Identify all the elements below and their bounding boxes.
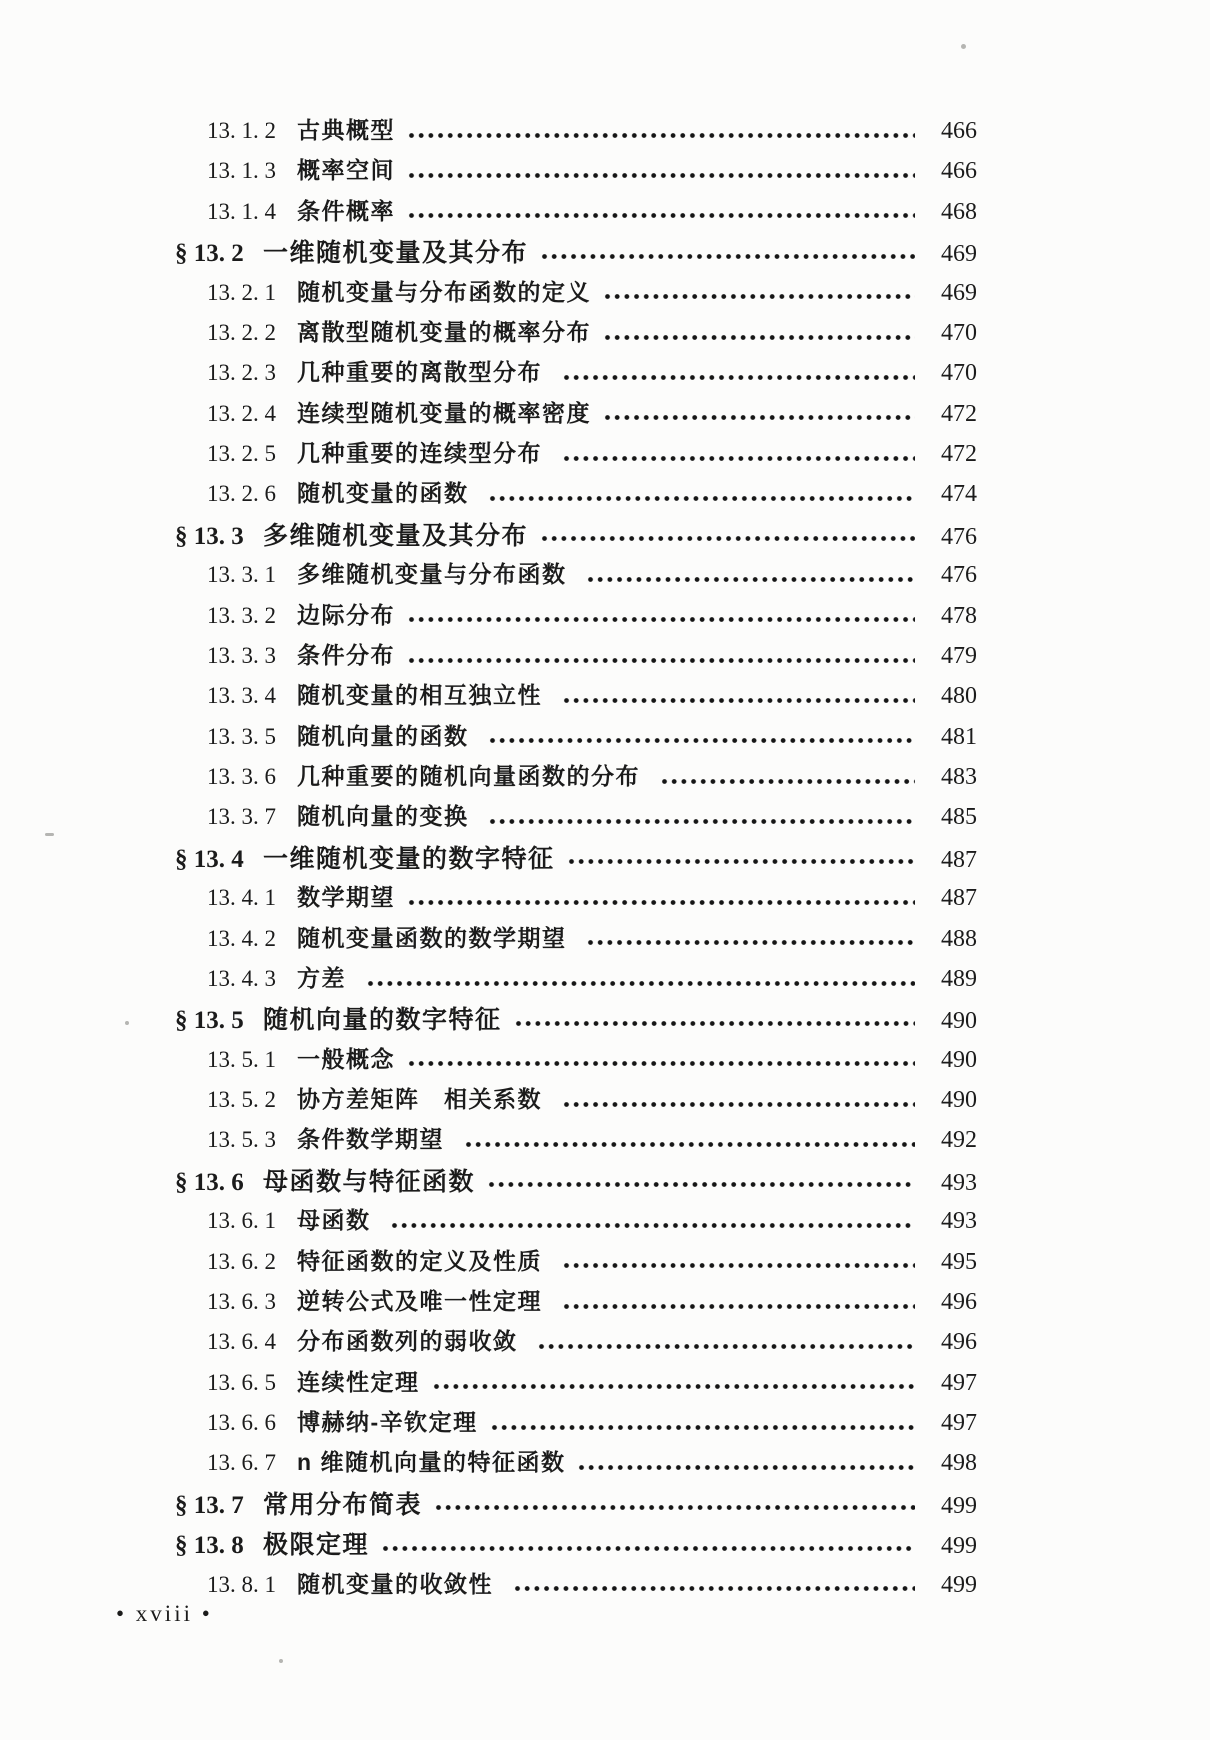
entry-page-number: 481: [941, 723, 977, 750]
entry-number: 13. 8. 1: [207, 1571, 276, 1597]
toc-entry: [0, 677, 1210, 717]
toc-entry: [0, 193, 1210, 233]
entry-page-number: 479: [941, 642, 977, 669]
entry-title: 随机向量的数字特征: [263, 1006, 502, 1035]
entry-number: 13. 2. 6: [207, 481, 276, 507]
entry-page-number: 490: [941, 1046, 977, 1073]
toc-entry: [0, 112, 1210, 152]
entry-title: 极限定理: [263, 1531, 370, 1560]
entry-page-number: 497: [941, 1410, 977, 1436]
entry-title: 随机变量的函数: [297, 480, 477, 507]
entry-number: 13. 4. 1: [207, 885, 276, 911]
entry-title: 协方差矩阵 相关系数: [297, 1086, 550, 1112]
entry-title: 一维随机变量及其分布: [263, 239, 529, 268]
dot-leader: [603, 413, 915, 422]
entry-title: 母函数与特征函数: [263, 1167, 476, 1196]
toc-entry: [0, 839, 1210, 879]
entry-title: 特征函数的定义及性质: [297, 1247, 550, 1274]
toc-entry: [0, 758, 1210, 798]
entry-number: 13. 2. 2: [207, 319, 276, 345]
entry-title: 条件分布: [297, 641, 395, 668]
toc-entry: [0, 1364, 1210, 1404]
entry-title: 博赫纳-辛钦定理: [297, 1409, 478, 1435]
entry-number: § 13. 2: [175, 240, 244, 268]
entry-number: 13. 2. 5: [207, 441, 276, 466]
entry-title: 几种重要的离散型分布: [297, 359, 550, 386]
entry-title: n 维随机向量的特征函数: [297, 1449, 566, 1476]
entry-number: 13. 6. 4: [207, 1329, 276, 1355]
entry-page-number: 495: [941, 1248, 977, 1275]
toc-entry: [0, 1404, 1210, 1444]
dot-leader: [464, 1140, 915, 1149]
dot-leader: [537, 1342, 915, 1351]
entry-page-number: 496: [941, 1329, 977, 1356]
entry-title: 随机变量与分布函数的定义: [297, 278, 591, 305]
dot-leader: [603, 292, 915, 301]
toc-entry: [0, 1000, 1210, 1040]
entry-page-number: 470: [941, 360, 977, 387]
toc-entry: [0, 1444, 1210, 1484]
entry-page-number: 498: [941, 1450, 977, 1477]
entry-page-number: 499: [941, 1492, 977, 1519]
entry-number: 13. 2. 4: [207, 400, 276, 426]
scan-speck: [279, 1659, 283, 1663]
entry-number: 13. 3. 6: [207, 764, 276, 789]
entry-number: 13. 4. 2: [207, 925, 276, 951]
dot-leader: [407, 211, 915, 220]
entry-title: 方差: [297, 964, 354, 991]
entry-number: § 13. 4: [175, 845, 244, 873]
entry-page-number: 493: [941, 1169, 977, 1196]
entry-number: § 13. 5: [175, 1007, 244, 1035]
entry-page-number: 485: [941, 804, 977, 831]
toc-entry: [0, 1041, 1210, 1081]
dot-leader: [487, 1180, 915, 1189]
entry-page-number: 490: [941, 1087, 977, 1113]
entry-number: 13. 3. 4: [207, 683, 276, 709]
entry-page-number: 472: [941, 400, 977, 427]
entry-page-number: 483: [941, 764, 977, 790]
toc-entry: [0, 637, 1210, 677]
dot-leader: [562, 696, 915, 705]
entry-page-number: 466: [941, 158, 977, 185]
dot-leader: [488, 736, 915, 745]
entry-page-number: 487: [941, 846, 977, 873]
entry-number: 13. 5. 2: [207, 1087, 276, 1112]
toc-entry: [0, 516, 1210, 556]
dot-leader: [407, 656, 915, 665]
entry-number: 13. 3. 2: [207, 602, 276, 628]
page-number-footer: • xviii •: [116, 1601, 213, 1626]
dot-leader: [390, 1221, 915, 1230]
entry-page-number: 472: [941, 441, 977, 467]
entry-page-number: 468: [941, 198, 977, 225]
entry-title: 母函数: [297, 1207, 379, 1234]
entry-page-number: 496: [941, 1288, 977, 1315]
dot-leader: [577, 1463, 915, 1472]
toc-entry: [0, 960, 1210, 1000]
entry-title: 随机变量的相互独立性: [297, 682, 550, 709]
entry-title: 条件概率: [297, 197, 395, 224]
entry-title: 数学期望: [297, 884, 395, 911]
entry-page-number: 476: [941, 562, 977, 589]
entry-page-number: 474: [941, 481, 977, 508]
entry-page-number: 488: [941, 925, 977, 952]
entry-page-number: 497: [941, 1369, 977, 1396]
dot-leader: [562, 373, 915, 382]
entry-number: 13. 2. 3: [207, 360, 276, 386]
entry-page-number: 469: [941, 241, 977, 268]
entry-page-number: 493: [941, 1208, 977, 1235]
toc-entry: [0, 1121, 1210, 1161]
entry-number: § 13. 3: [175, 522, 244, 550]
toc-entry: [0, 798, 1210, 838]
toc-entry: [0, 435, 1210, 475]
toc-entry: [0, 152, 1210, 192]
entry-number: 13. 1. 4: [207, 198, 276, 224]
dot-leader: [562, 1261, 915, 1270]
entry-title: 离散型随机变量的概率分布: [297, 318, 591, 345]
entry-page-number: 499: [941, 1571, 977, 1598]
entry-title: 几种重要的连续型分布: [297, 440, 550, 466]
entry-page-number: 490: [941, 1008, 977, 1035]
entry-number: 13. 3. 7: [207, 804, 276, 830]
dot-leader: [540, 534, 915, 543]
dot-leader: [490, 1423, 915, 1432]
dot-leader: [603, 333, 915, 342]
table-of-contents: [0, 112, 1210, 1606]
toc-entry: [0, 597, 1210, 637]
entry-page-number: 487: [941, 885, 977, 912]
entry-page-number: 492: [941, 1127, 977, 1154]
toc-entry: [0, 1243, 1210, 1283]
dot-leader: [407, 615, 915, 624]
entry-title: 连续性定理: [297, 1368, 420, 1395]
entry-number: 13. 1. 2: [207, 118, 276, 143]
toc-entry: [0, 233, 1210, 273]
dot-leader: [488, 817, 915, 826]
dot-leader: [432, 1382, 916, 1391]
entry-number: 13. 6. 5: [207, 1369, 276, 1395]
dot-leader: [407, 131, 915, 140]
dot-leader: [567, 857, 915, 866]
entry-number: 13. 6. 6: [207, 1410, 276, 1435]
dot-leader: [434, 1503, 915, 1512]
entry-page-number: 489: [941, 965, 977, 992]
dot-leader: [407, 1059, 915, 1068]
entry-title: 连续型随机变量的概率密度: [297, 399, 591, 426]
entry-number: § 13. 7: [175, 1491, 244, 1519]
entry-number: 13. 3. 1: [207, 562, 276, 588]
dot-leader: [366, 979, 915, 988]
dot-leader: [540, 252, 915, 261]
toc-entry: [0, 718, 1210, 758]
entry-page-number: 466: [941, 118, 977, 144]
entry-title: 随机变量函数的数学期望: [297, 924, 575, 951]
dot-leader: [586, 575, 915, 584]
toc-entry: [0, 395, 1210, 435]
toc-entry: [0, 920, 1210, 960]
toc-entry: [0, 1485, 1210, 1525]
entry-number: 13. 3. 3: [207, 642, 276, 668]
entry-number: 13. 2. 1: [207, 279, 276, 305]
entry-title: 边际分布: [297, 601, 395, 628]
entry-number: § 13. 8: [175, 1532, 244, 1560]
entry-title: 一般概念: [297, 1045, 395, 1072]
entry-number: § 13. 6: [175, 1168, 244, 1196]
entry-page-number: 470: [941, 319, 977, 346]
dot-leader: [381, 1544, 915, 1553]
entry-page-number: 476: [941, 523, 977, 550]
entry-number: 13. 6. 7: [207, 1450, 276, 1476]
toc-entry: [0, 1283, 1210, 1323]
entry-number: 13. 5. 1: [207, 1046, 276, 1072]
toc-entry: [0, 1202, 1210, 1242]
entry-title: 条件数学期望: [297, 1126, 452, 1153]
entry-title: 逆转公式及唯一性定理: [297, 1287, 550, 1314]
entry-page-number: 478: [941, 602, 977, 629]
dot-leader: [660, 777, 915, 786]
toc-entry: [0, 1162, 1210, 1202]
entry-title: 几种重要的随机向量函数的分布: [297, 763, 648, 789]
entry-title: 一维随机变量的数字特征: [263, 844, 555, 873]
entry-title: 随机向量的变换: [297, 803, 477, 830]
toc-entry: [0, 879, 1210, 919]
entry-title: 多维随机变量与分布函数: [297, 561, 575, 588]
toc-entry: [0, 556, 1210, 596]
toc-entry: [0, 354, 1210, 394]
dot-leader: [514, 1019, 915, 1028]
dot-leader: [562, 1302, 915, 1311]
dot-leader: [407, 898, 915, 907]
toc-entry: [0, 1525, 1210, 1565]
toc-entry: [0, 1081, 1210, 1121]
entry-number: 13. 4. 3: [207, 965, 276, 991]
dot-leader: [407, 171, 915, 180]
scan-speck: [45, 833, 54, 836]
dot-leader: [586, 938, 915, 947]
scan-speck: [961, 44, 966, 49]
entry-title: 古典概型: [297, 117, 395, 143]
entry-title: 概率空间: [297, 157, 395, 184]
dot-leader: [562, 1100, 915, 1109]
entry-title: 随机向量的函数: [297, 722, 477, 749]
toc-entry: [0, 475, 1210, 515]
toc-entry: [0, 1323, 1210, 1363]
entry-page-number: 480: [941, 683, 977, 710]
toc-entry: [0, 1566, 1210, 1606]
dot-leader: [562, 454, 915, 463]
dot-leader: [488, 494, 915, 503]
toc-entry: [0, 274, 1210, 314]
toc-entry: [0, 314, 1210, 354]
entry-title: 常用分布简表: [263, 1490, 423, 1519]
entry-page-number: 499: [941, 1533, 977, 1560]
entry-title: 分布函数列的弱收敛: [297, 1328, 526, 1355]
entry-number: 13. 1. 3: [207, 158, 276, 184]
entry-number: 13. 6. 2: [207, 1248, 276, 1274]
entry-title: 多维随机变量及其分布: [263, 521, 529, 550]
entry-number: 13. 5. 3: [207, 1127, 276, 1153]
entry-page-number: 469: [941, 279, 977, 306]
scan-speck: [125, 1021, 129, 1025]
dot-leader: [513, 1584, 915, 1593]
entry-number: 13. 6. 3: [207, 1288, 276, 1314]
entry-number: 13. 6. 1: [207, 1208, 276, 1234]
entry-title: 随机变量的收敛性: [297, 1570, 501, 1597]
entry-number: 13. 3. 5: [207, 723, 276, 749]
